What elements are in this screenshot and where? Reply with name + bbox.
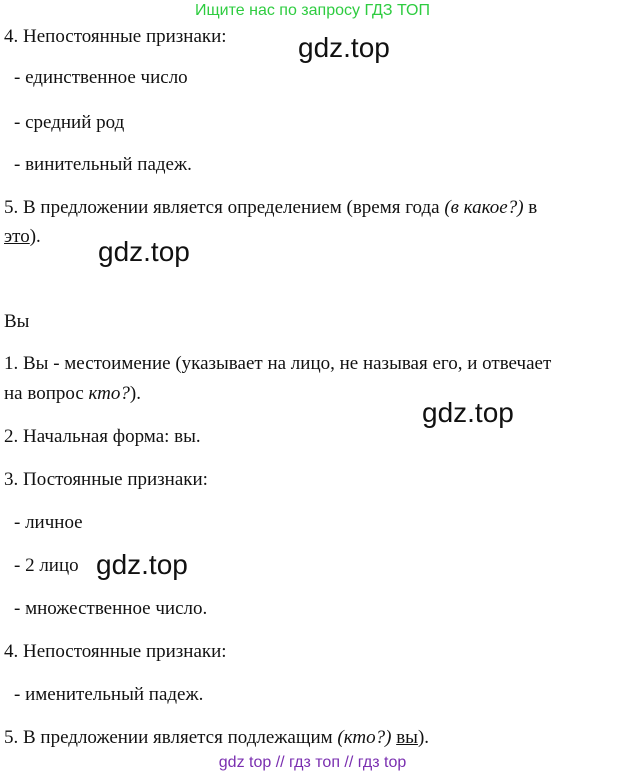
text-span: 5. В предложении является подлежащим [4, 727, 338, 748]
text-span: 5. В предложении является определением (время года [4, 197, 445, 218]
top-banner: Ищите нас по запросу ГДЗ ТОП [195, 2, 430, 19]
watermark: gdz.top [298, 32, 390, 63]
text-line: - именительный падеж. [14, 684, 204, 705]
watermark: gdz.top [96, 549, 188, 580]
text-span: ). [129, 383, 141, 404]
heading-word: Вы [4, 311, 30, 332]
underlined-word: вы [396, 727, 418, 748]
underlined-word: это [4, 226, 30, 247]
text-line [4, 226, 41, 248]
text-line: 4. Непостоянные признаки: [4, 641, 227, 662]
text-line: - единственное число [14, 67, 188, 88]
text-line: 1. Вы - местоимение (указывает на лицо, не называя его, и отвечает [4, 353, 552, 374]
text-line [4, 727, 429, 749]
text-line [4, 197, 537, 219]
text-line [4, 383, 141, 405]
text-line: - множественное число. [14, 598, 208, 619]
watermark: gdz.top [98, 236, 190, 267]
text-span: ). [417, 727, 430, 748]
text-line: - винительный падеж. [14, 154, 192, 175]
question-italic: (кто?) [337, 727, 392, 748]
text-line: - 2 лицо [14, 555, 79, 576]
text-line: 4. Непостоянные признаки: [4, 26, 227, 47]
watermark: gdz.top [422, 397, 514, 428]
text-line: - личное [14, 512, 83, 533]
text-span: в [523, 197, 538, 218]
text-line: - средний род [14, 112, 125, 133]
text-line: 3. Постоянные признаки: [4, 469, 208, 490]
text-line: 2. Начальная форма: вы. [4, 426, 201, 447]
footer-watermark: gdz top // гдз топ // гдз top [218, 754, 407, 771]
text-span: на вопрос [4, 383, 89, 404]
question-italic: (в какое?) [444, 197, 524, 218]
question-italic: кто? [88, 383, 130, 404]
text-span: ). [29, 226, 41, 247]
